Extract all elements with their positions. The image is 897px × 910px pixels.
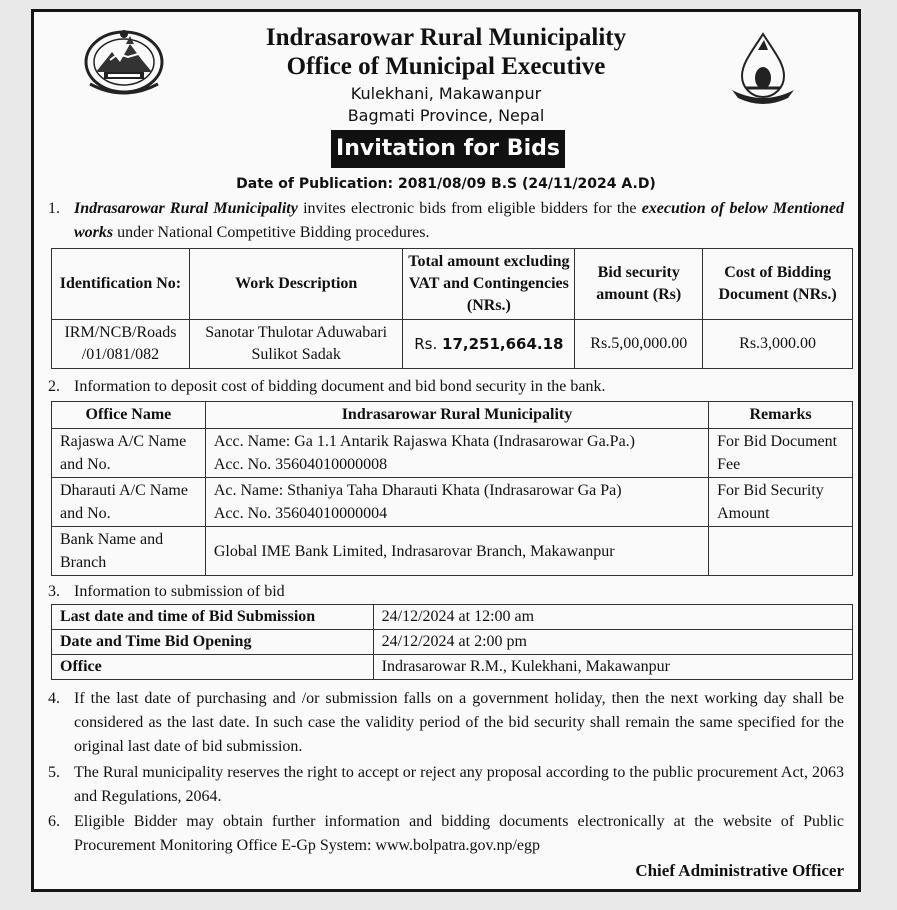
table-row xyxy=(52,630,853,655)
bidding-document-cost: Rs.3,000.00 xyxy=(703,320,853,369)
row-value: 24/12/2024 at 2:00 pm xyxy=(373,630,852,655)
section-number: 5. xyxy=(48,764,60,781)
works-table xyxy=(51,248,853,369)
remarks: For Bid Document Fee xyxy=(709,429,853,478)
signature-title: Chief Administrative Officer xyxy=(635,861,844,880)
account-label: Dharauti A/C Name and No. xyxy=(52,478,206,527)
org-name: Indrasarowar Rural Municipality xyxy=(265,24,627,51)
table-row xyxy=(52,605,853,630)
section-4-text: If the last date of purchasing and /or submission falls on a government holiday, then the next working day shall be considered as the last date. In such case the validity period of the bid security shall remain the same specified for the original last date of bid submission. xyxy=(74,690,844,755)
table-header-row xyxy=(52,249,853,320)
column-header: Indrasarowar Rural Municipality xyxy=(205,402,708,429)
section-2-text: Information to deposit cost of bidding document and bid bond security in the bank. xyxy=(74,378,606,395)
row-value: Indrasarowar R.M., Kulekhani, Makawanpur xyxy=(373,655,852,680)
title-banner: Invitation for Bids xyxy=(331,130,565,168)
section-5 xyxy=(48,761,844,809)
bank-table xyxy=(51,401,853,576)
column-header: Total amount excluding VAT and Contingencies (NRs.) xyxy=(403,249,575,320)
identification-no: IRM/NCB/Roads /01/081/082 xyxy=(52,320,190,369)
section-6 xyxy=(48,810,844,858)
row-label: Office xyxy=(52,655,374,680)
account-label: Bank Name and Branch xyxy=(52,527,206,576)
column-header: Cost of Bidding Document (NRs.) xyxy=(703,249,853,320)
section-1-text: Indrasarowar Rural Municipality invites electronic bids from eligible bidders for the execution of below Mentioned works under National Competitive Bidding procedures. xyxy=(74,200,845,241)
section-number: 3. xyxy=(48,583,60,600)
column-header: Remarks xyxy=(709,402,853,429)
section-5-text: The Rural municipality reserves the right to accept or reject any proposal according to the public procurement Act, 2063 and Regulations, 2064. xyxy=(74,764,844,805)
column-header: Identification No: xyxy=(52,249,190,320)
notice-document xyxy=(31,9,861,892)
address-line-1: Kulekhani, Makawanpur xyxy=(350,84,542,103)
column-header: Bid security amount (Rs) xyxy=(575,249,703,320)
submission-table xyxy=(51,604,853,680)
work-description: Sanotar Thulotar Aduwabari Sulikot Sadak xyxy=(189,320,403,369)
section-3 xyxy=(48,580,844,604)
section-3-text: Information to submission of bid xyxy=(74,583,285,600)
table-row xyxy=(52,527,853,576)
account-details: Ac. Name: Sthaniya Taha Dharauti Khata (Indrasarowar Ga Pa) Acc. No. 35604010000004 xyxy=(205,478,708,527)
bid-security-amount: Rs.5,00,000.00 xyxy=(575,320,703,369)
table-row xyxy=(52,429,853,478)
address-line-2: Bagmati Province, Nepal xyxy=(347,106,545,125)
account-label: Rajaswa A/C Name and No. xyxy=(52,429,206,478)
remarks xyxy=(709,527,853,576)
table-row xyxy=(52,320,853,369)
section-1 xyxy=(48,197,844,245)
section-number: 6. xyxy=(48,813,60,830)
row-label: Date and Time Bid Opening xyxy=(52,630,374,655)
table-row xyxy=(52,478,853,527)
remarks: For Bid Security Amount xyxy=(709,478,853,527)
section-4 xyxy=(48,687,844,759)
total-amount: Rs. 17,251,664.18 xyxy=(403,320,575,369)
table-row xyxy=(52,655,853,680)
row-label: Last date and time of Bid Submission xyxy=(52,605,374,630)
account-details: Acc. Name: Ga 1.1 Antarik Rajaswa Khata (Indrasarowar Ga.Pa.) Acc. No. 35604010000008 xyxy=(205,429,708,478)
section-6-text: Eligible Bidder may obtain further information and bidding documents electronically at the website of Public Procurement Monitoring Office E-Gp System: www.bolpatra.gov.np/egp xyxy=(74,813,844,854)
column-header: Work Description xyxy=(189,249,403,320)
section-number: 2. xyxy=(48,378,60,395)
column-header: Office Name xyxy=(52,402,206,429)
publication-date: Date of Publication: 2081/08/09 B.S (24/11/2024 A.D) xyxy=(236,176,656,192)
section-number: 4. xyxy=(48,690,60,707)
office-title: Office of Municipal Executive xyxy=(286,53,606,80)
row-value: 24/12/2024 at 12:00 am xyxy=(373,605,852,630)
section-2 xyxy=(48,375,844,399)
account-details: Global IME Bank Limited, Indrasarovar Branch, Makawanpur xyxy=(205,527,708,576)
table-header-row xyxy=(52,402,853,429)
section-number: 1. xyxy=(48,200,60,217)
